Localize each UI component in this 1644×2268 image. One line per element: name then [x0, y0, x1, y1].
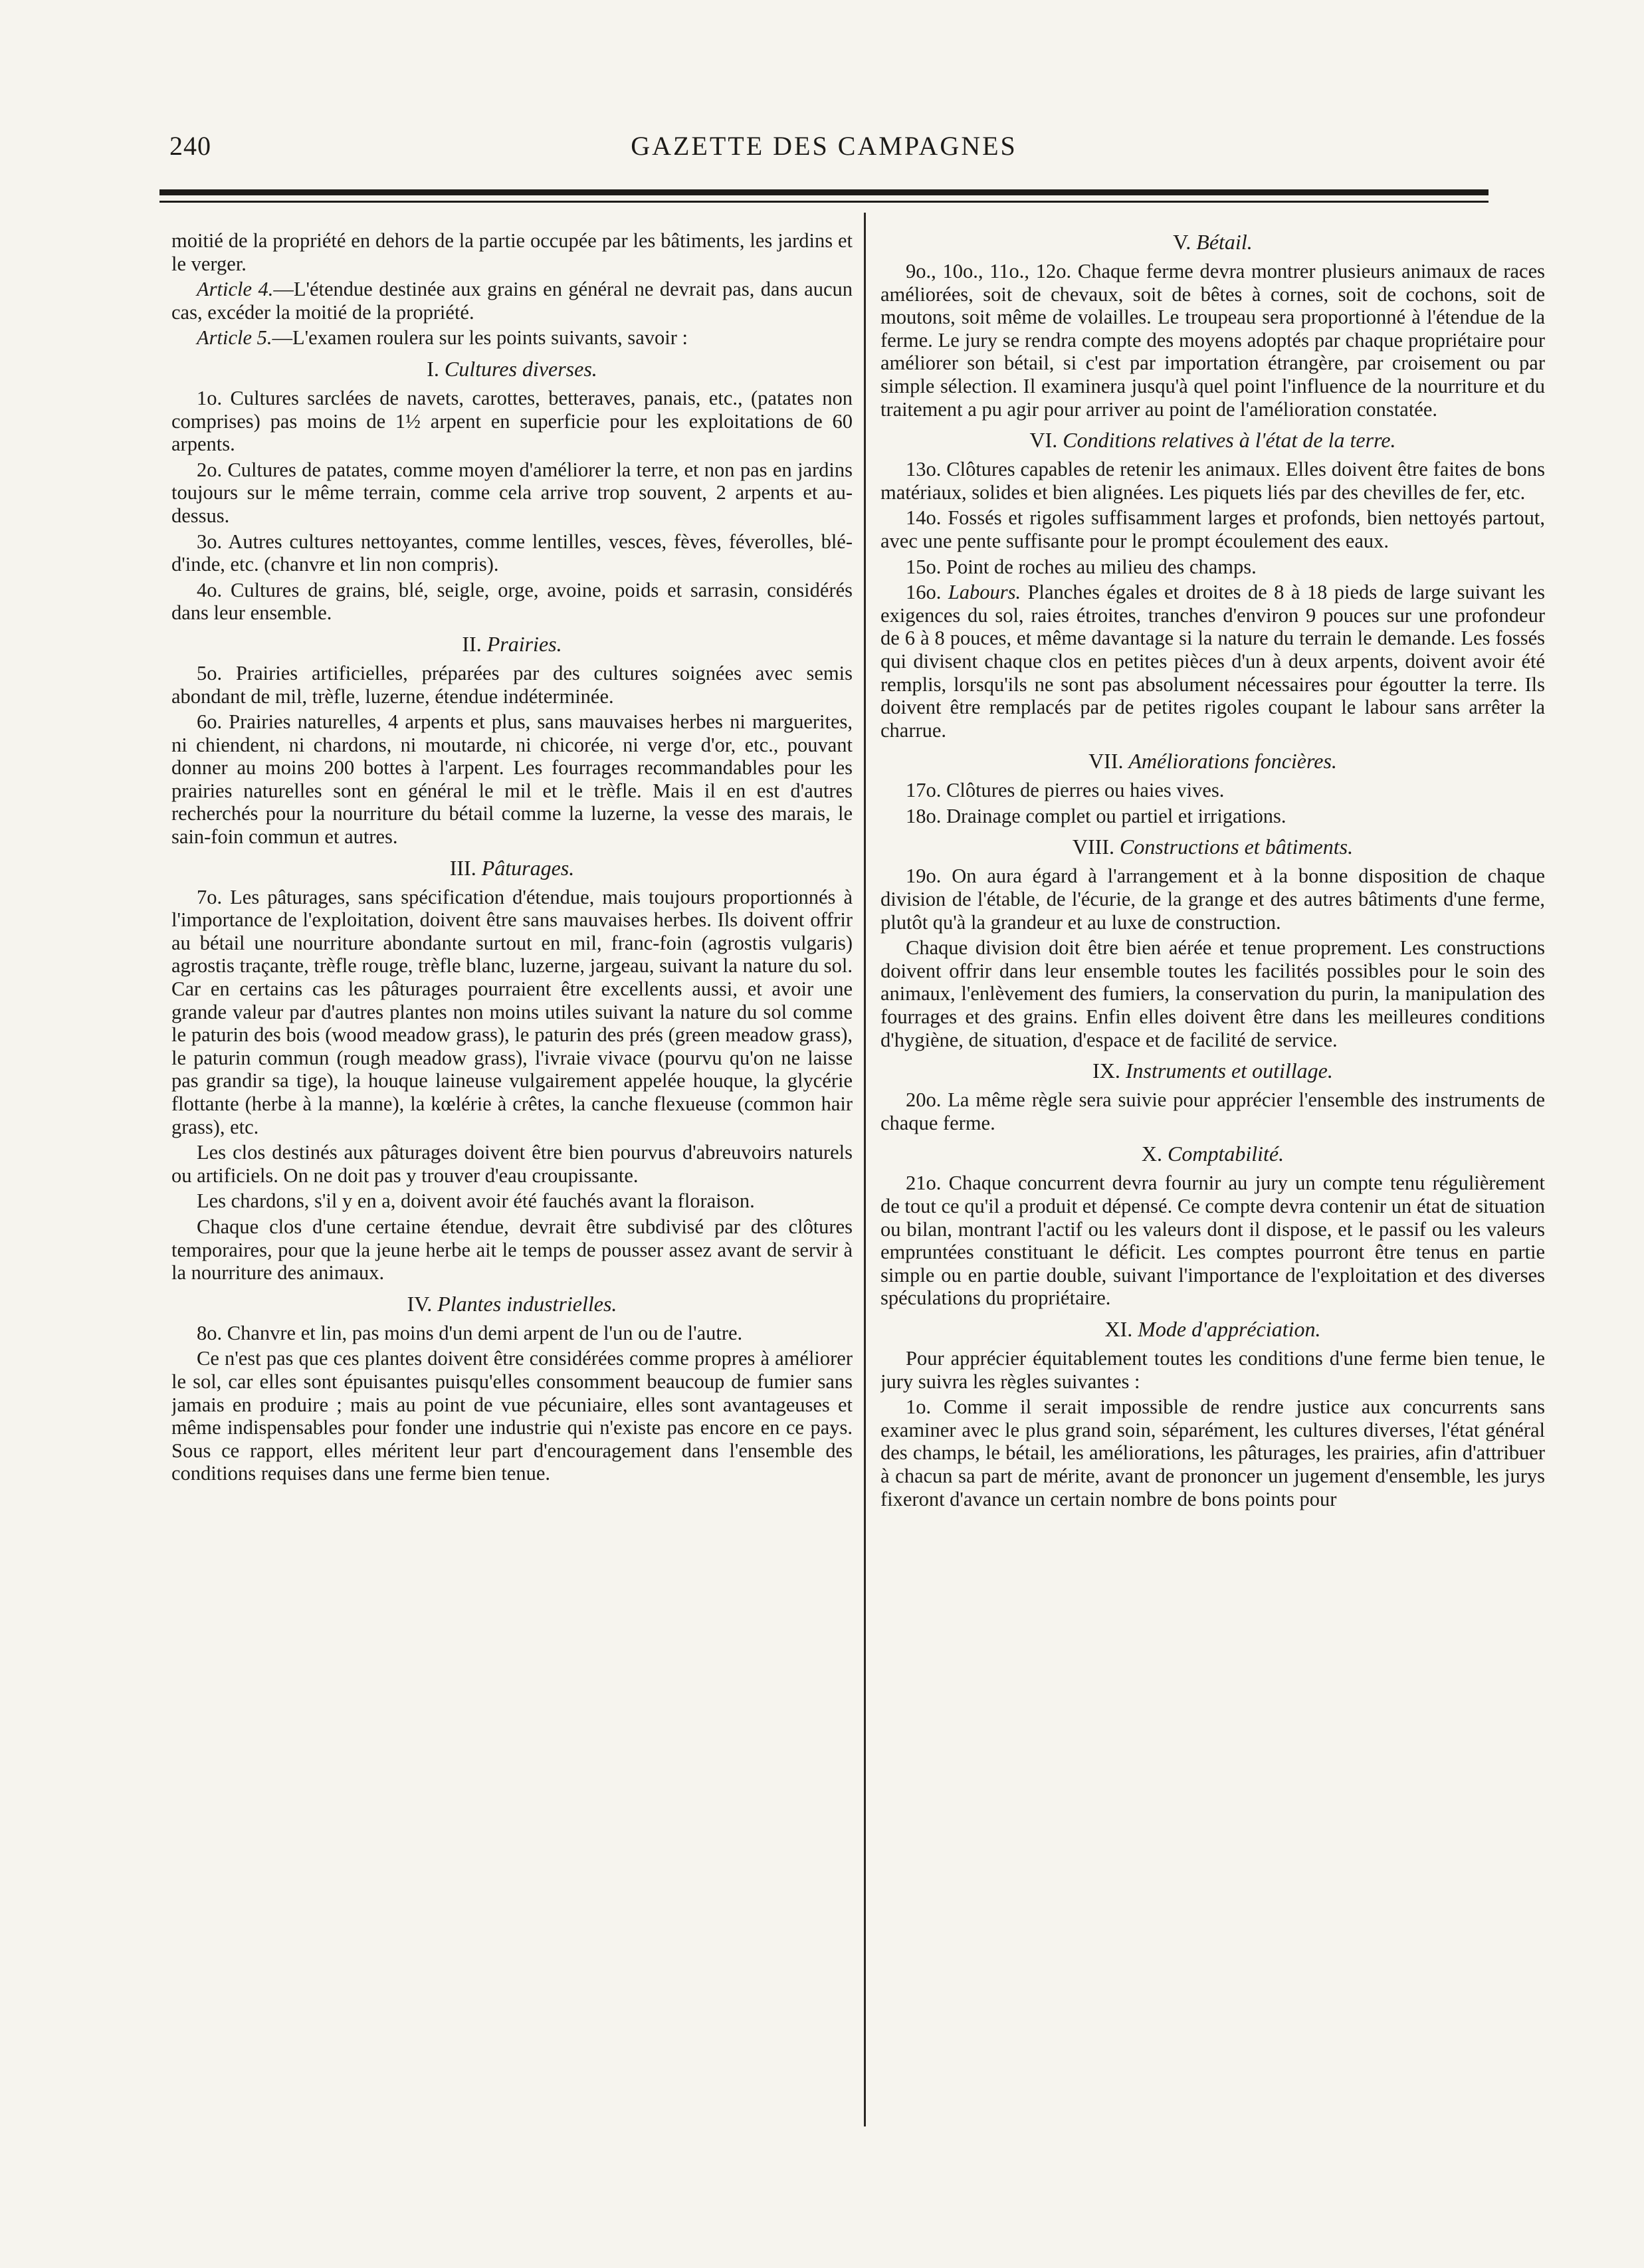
paragraph: 17o. Clôtures de pierres ou haies vives.	[906, 779, 1225, 802]
paragraph: 15o. Point de roches au milieu des champs.	[906, 555, 1257, 578]
item-label: Labours.	[948, 581, 1021, 604]
paragraph: 14o. Fossés et rigoles suffisamment larges et profonds, bien nettoyés partout, avec une pente suffisante pour le prompt écoulement des eaux.	[880, 506, 1545, 552]
paragraph: 8o. Chanvre et lin, pas moins d'un demi arpent de l'un ou de l'autre.	[197, 1321, 743, 1344]
article-4	[171, 278, 853, 324]
section-number: X.	[1141, 1142, 1162, 1166]
page-number: 240	[169, 131, 211, 161]
section-heading	[171, 1291, 853, 1316]
paragraph: 20o. La même règle sera suivie pour apprécier l'ensemble des instruments de chaque ferme.	[880, 1088, 1545, 1134]
section-heading	[880, 748, 1545, 773]
paragraph: Les clos destinés aux pâturages doivent être bien pourvus d'abreuvoirs naturels ou artificiels. On ne doit pas y trouver d'eau croupissante.	[171, 1141, 853, 1187]
section-title: Comptabilité.	[1168, 1142, 1284, 1166]
section-number: VI.	[1029, 428, 1058, 453]
section-title: Instruments et outillage.	[1125, 1059, 1333, 1083]
section-heading	[880, 1058, 1545, 1083]
paragraph: 9o., 10o., 11o., 12o. Chaque ferme devra montrer plusieurs animaux de races améliorées, soit de chevaux, soit de bêtes à cornes, soit de cochons, soit de moutons, soit même de volailles. Le troupeau sera proportionné à l'étendue de la ferme. Le jury se rendra compte des moyens adoptés par chaque propriétaire pour améliorer son bétail, si c'est par importation étrangère, par croisement ou par simple sélection. Il examinera jusqu'à quel point l'influence de la nourriture et du traitement a pu agir pour arriver au point de l'amélioration constatée.	[880, 260, 1545, 421]
section-title: Prairies.	[486, 631, 562, 656]
section-number: I.	[427, 356, 439, 381]
right-column	[880, 229, 1545, 2143]
item-text: Planches égales et droites de 8 à 18 pieds de large suivant les exigences du sol, raies étroites, tranches d'environ 9 pouces sur une profondeur de 6 à 8 pouces, et même davantage si la nature du terrain le demande. Les fossés qui divisent chaque clos en petites pièces d'un à deux arpents, doivent avoir été remplis, lorsqu'ils ne sont pas absolument nécessaires pour égoutter la terre. Ils doivent être remplacés par de petites rigoles coupant le labour sans arrêter la charrue.	[880, 581, 1545, 742]
section-heading	[880, 1141, 1545, 1166]
header-rule-thick	[159, 189, 1489, 195]
paragraph: 1o. Comme il serait impossible de rendre justice aux concurrents sans examiner avec le plus grand soin, séparément, les cultures diverses, l'état général des champs, le bétail, les améliorations, les pâturages, les prairies, afin d'attribuer à chacun sa part de mérite, avant de prononcer un jugement d'ensemble, les jurys fixeront d'avance un certain nombre de bons points pour	[880, 1395, 1545, 1510]
paragraph: Chaque clos d'une certaine étendue, devrait être subdivisé par des clôtures temporaires, pour que la jeune herbe ait le temps de pousser assez avant de servir à la nourriture des animaux.	[171, 1215, 853, 1285]
section-heading	[880, 229, 1545, 255]
section-number: XI.	[1104, 1316, 1133, 1341]
article-label: Article 5.	[197, 326, 272, 350]
section-number: IV.	[407, 1291, 433, 1316]
article-text: —L'étendue destinée aux grains en général ne devrait pas, dans aucun cas, excéder la moitié de la propriété.	[171, 278, 853, 324]
paragraph: 18o. Drainage complet ou partiel et irrigations.	[906, 804, 1286, 827]
paragraph: 5o. Prairies artificielles, préparées par des cultures soignées avec semis abondant de mil, trèfle, luzerne, étendue indéterminée.	[171, 661, 853, 708]
section-title: Bétail.	[1196, 230, 1253, 254]
paragraph: Chaque division doit être bien aérée et tenue proprement. Les constructions doivent offrir dans leur ensemble toutes les facilités possibles pour le soin des animaux, l'enlèvement des fumiers, la conservation du purin, la manipulation des fourrages et des grains. Enfin elles doivent être dans les meilleures conditions d'hygiène, de situation, d'espace et de facilité de service.	[880, 936, 1545, 1051]
page-header	[159, 130, 1489, 170]
paragraph: 6o. Prairies naturelles, 4 arpents et plus, sans mauvaises herbes ni marguerites, ni chiendent, ni chardons, ni moutarde, ni chicorée, ni verge d'or, etc., pouvant donner au moins 200 bottes à l'arpent. Les fourrages recommandables pour les prairies naturelles sont en général le mil et le trèfle. Mais il en est d'autres recherchés pour la nourriture du bétail comme la luzerne, la vesse des marais, le sain-foin commun et autres.	[171, 710, 853, 849]
paragraph: 3o. Autres cultures nettoyantes, comme lentilles, vesces, fèves, féverolles, blé-d'inde, etc. (chanvre et lin non compris).	[171, 530, 853, 576]
section-heading	[171, 356, 853, 381]
section-title: Constructions et bâtiments.	[1119, 835, 1354, 859]
paragraph: 19o. On aura égard à l'arrangement et à la bonne disposition de chaque division de l'étable, de l'écurie, de la grange et des autres bâtiments d'une ferme, plutôt qu'à la grandeur et au luxe de construction.	[880, 865, 1545, 934]
paragraph: Ce n'est pas que ces plantes doivent être considérées comme propres à améliorer le sol, car elles sont épuisantes puisqu'elles consomment beaucoup de fumier sans jamais en produire ; mais au point de vue pécuniaire, elles sont avantageuses et même indispensables pour fonder une industrie qui n'existe pas encore en ce pays. Sous ce rapport, elles méritent leur part d'encouragement dans l'ensemble des conditions requises dans une ferme bien tenue.	[171, 1347, 853, 1485]
item-number: 16o.	[906, 581, 942, 604]
paragraph: 13o. Clôtures capables de retenir les animaux. Elles doivent être faites de bons matériaux, solides et bien alignées. Les piquets liés par des chevilles de fer, etc.	[880, 458, 1545, 504]
article-text: —L'examen roulera sur les points suivants, savoir :	[272, 326, 688, 350]
section-number: VIII.	[1072, 835, 1114, 859]
paragraph: Pour apprécier équitablement toutes les conditions d'une ferme bien tenue, le jury suivra les règles suivantes :	[880, 1346, 1545, 1393]
section-heading	[880, 1316, 1545, 1342]
section-heading	[880, 427, 1545, 453]
section-title: Mode d'appréciation.	[1138, 1316, 1321, 1341]
column-divider	[864, 213, 866, 2126]
section-number: II.	[462, 631, 482, 656]
paragraph: moitié de la propriété en dehors de la partie occupée par les bâtiments, les jardins et le verger.	[171, 229, 853, 275]
paragraph: 2o. Cultures de patates, comme moyen d'améliorer la terre, et non pas en jardins toujours sur le même terrain, comme cela arrive trop souvent, 2 arpents et au-dessus.	[171, 458, 853, 527]
section-title: Pâturages.	[481, 855, 575, 880]
paragraph: 4o. Cultures de grains, blé, seigle, orge, avoine, poids et sarrasin, considérés dans leur ensemble.	[171, 578, 853, 625]
section-heading	[171, 631, 853, 657]
paragraph: Les chardons, s'il y en a, doivent avoir été fauchés avant la floraison.	[197, 1189, 755, 1213]
section-number: IX.	[1092, 1059, 1120, 1083]
paragraph: 7o. Les pâturages, sans spécification d'étendue, mais toujours proportionnés à l'importance de l'exploitation, doivent être sans mauvaises herbes. Ils doivent offrir au bétail une nourriture abondante surtout en mil, franc-foin (agrostis vulgaris) agrostis traçante, trèfle rouge, trèfle blanc, luzerne, jargeau, suivant la nature du sol. Car en certains cas les pâturages pourraient être excellents aussi, et avoir une grande valeur par d'autres plantes non moins utiles suivant la nature du sol comme le paturin des bois (wood meadow grass), le paturin des prés (green meadow grass), le paturin commun (rough meadow grass), l'ivraie vivace (pourvu qu'on ne laisse pas grandir sa tige), la houque laineuse vulgairement appelée houque, la glycérie flottante (herbe à la manne), la kœlérie à crêtes, la canche flexueuse (common hair grass), etc.	[171, 885, 853, 1138]
section-title: Améliorations foncières.	[1128, 749, 1337, 773]
section-number: V.	[1173, 230, 1191, 254]
section-number: VII.	[1088, 749, 1124, 773]
section-title: Conditions relatives à l'état de la terre.	[1063, 428, 1396, 453]
section-title: Cultures diverses.	[444, 356, 597, 381]
paragraph: 1o. Cultures sarclées de navets, carottes, betteraves, panais, etc., (patates non comprises) pas moins de 1½ arpent en superficie pour les exploitations de 60 arpents.	[171, 386, 853, 456]
left-column	[171, 229, 853, 2143]
paragraph	[880, 581, 1545, 742]
section-number: III.	[449, 855, 476, 880]
section-title: Plantes industrielles.	[437, 1291, 617, 1316]
paragraph: 21o. Chaque concurrent devra fournir au jury un compte tenu régulièrement de tout ce qu'il a produit et dépensé. Ce compte devra contenir un état de situation ou bilan, montrant l'actif ou les valeurs dont il dispose, et le passif ou les valeurs empruntées constituant le déficit. Les comptes pourront être tenus en partie simple ou en partie double, suivant l'importance de l'exploitation et des diverses spéculations du propriétaire.	[880, 1172, 1545, 1310]
article-label: Article 4.	[197, 278, 274, 301]
article-5	[171, 326, 853, 350]
running-title: GAZETTE DES CAMPAGNES	[631, 131, 1017, 161]
section-heading	[880, 834, 1545, 859]
section-heading	[171, 855, 853, 880]
header-rule-thin	[159, 201, 1489, 203]
